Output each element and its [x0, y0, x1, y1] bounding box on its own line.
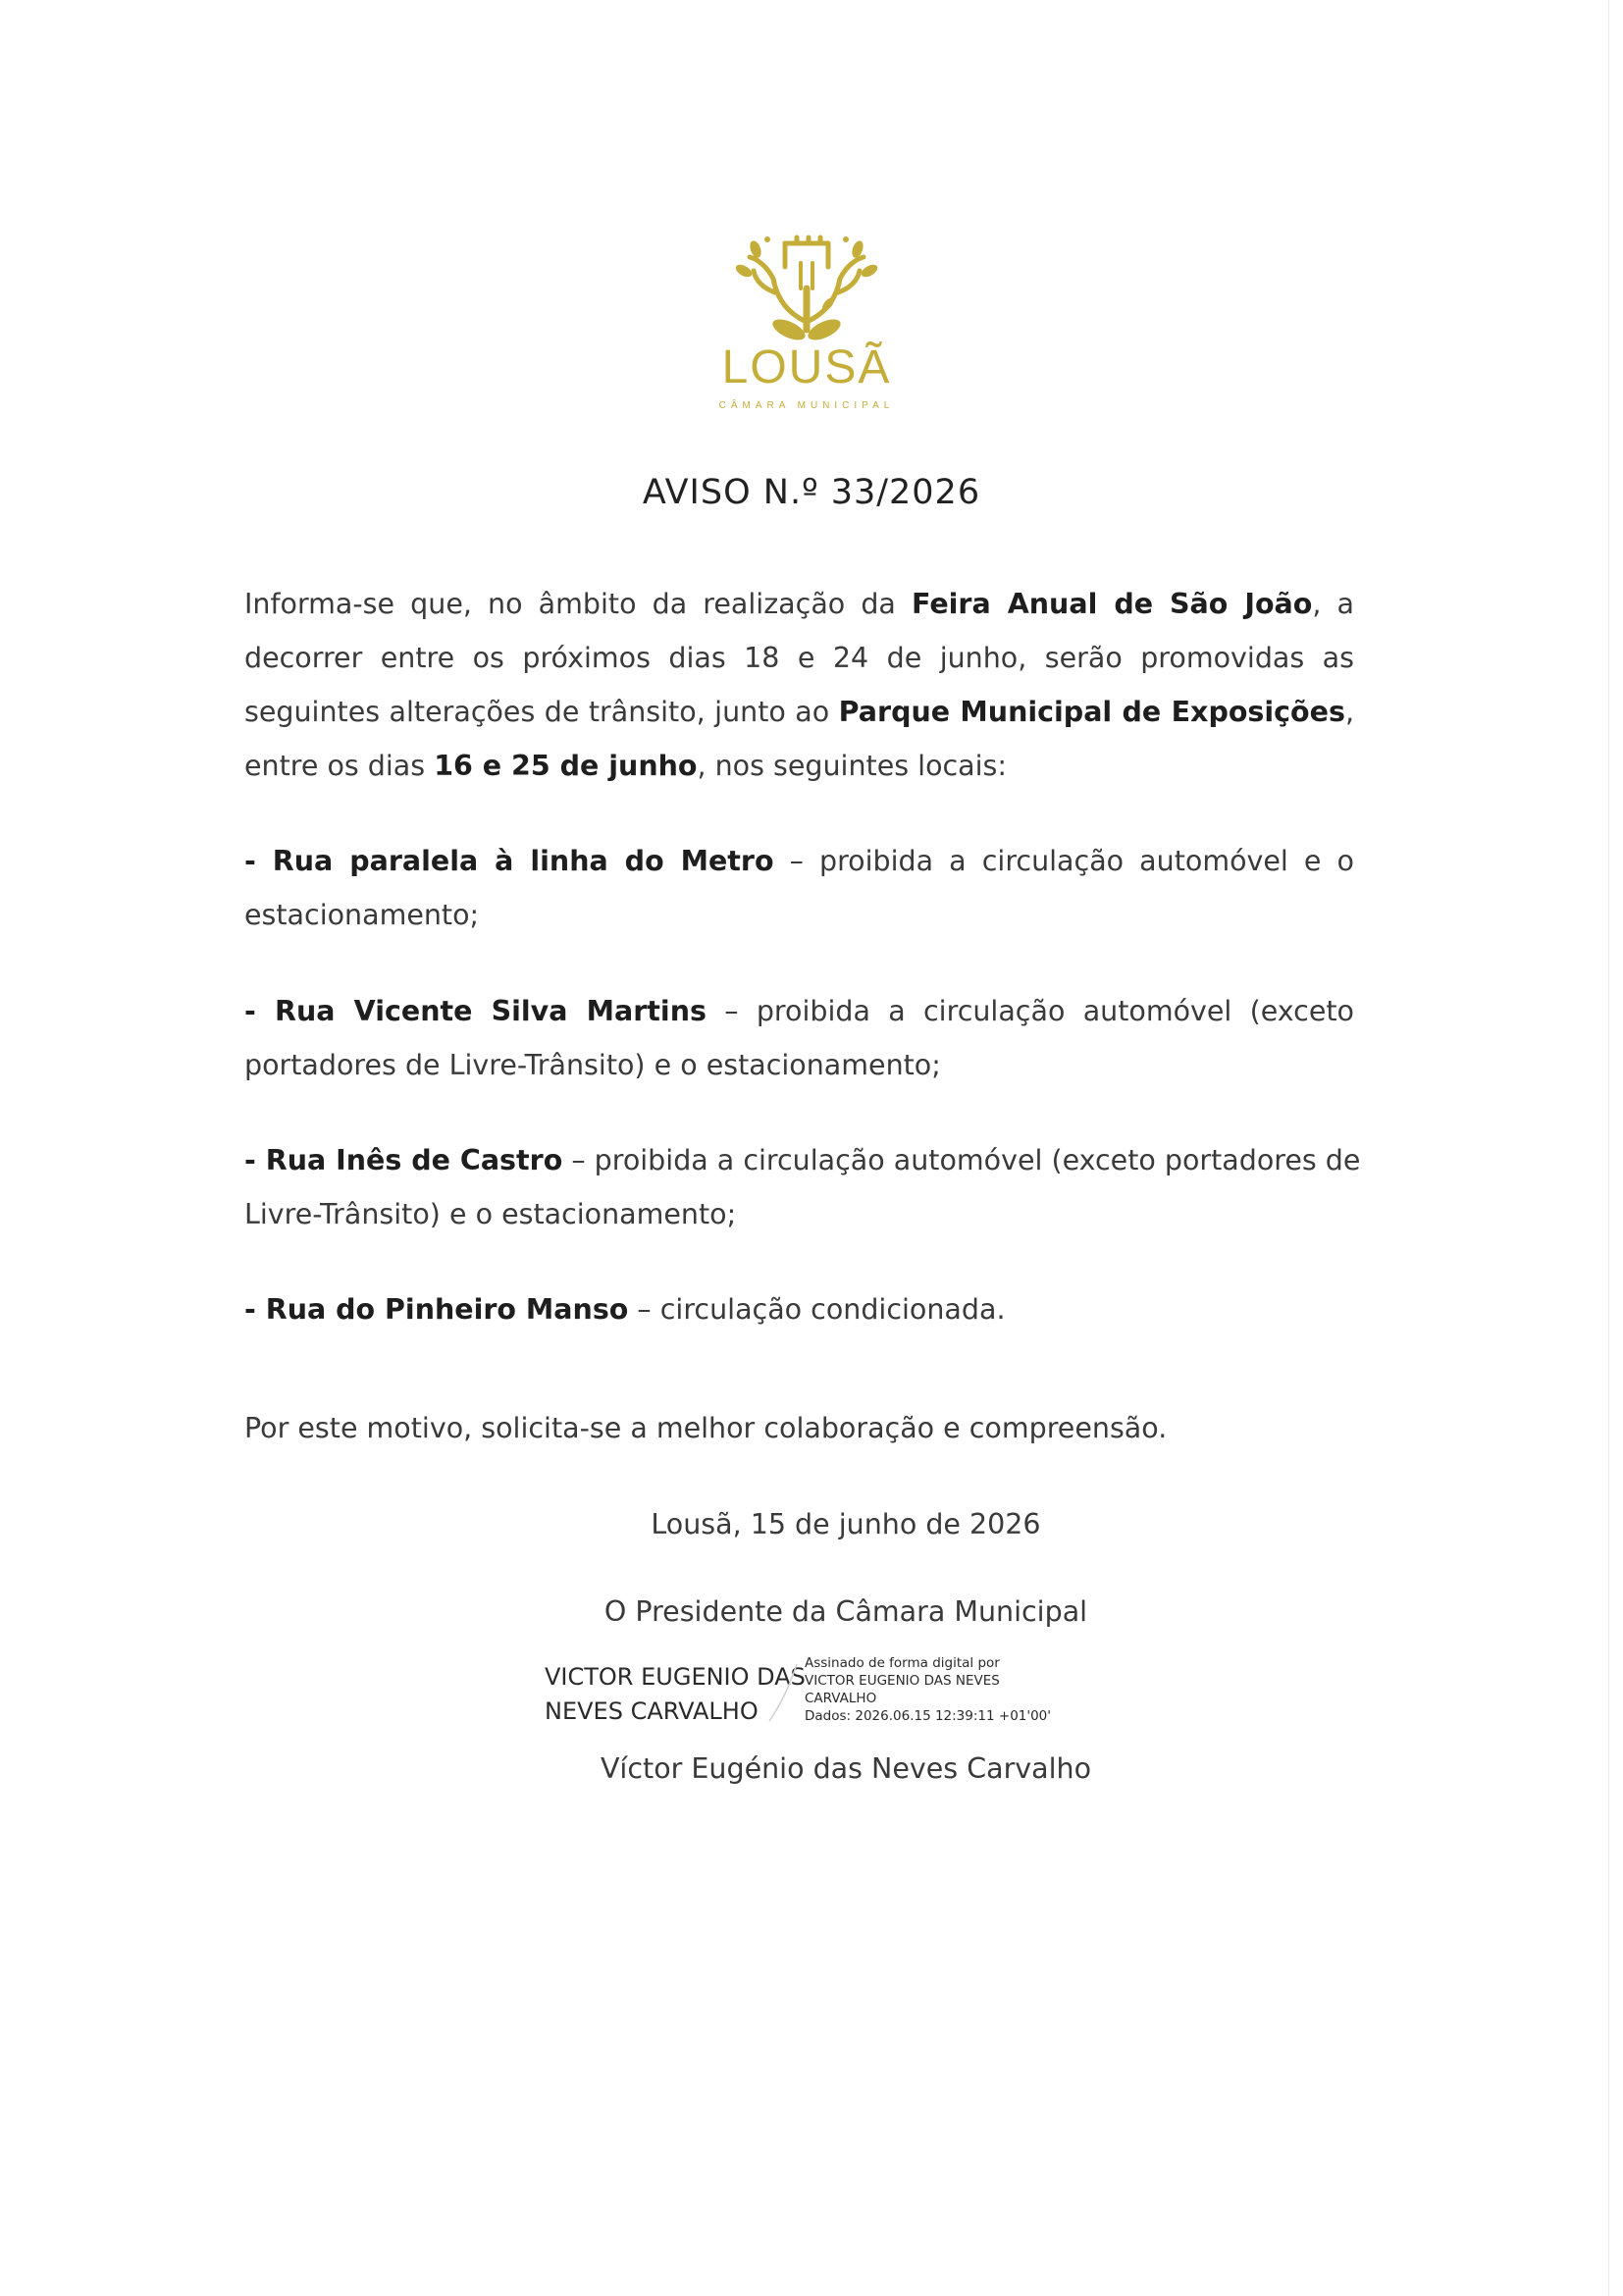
street-name: - Rua Inês de Castro	[244, 1144, 563, 1176]
date-line: Lousã, 15 de junho de 2026	[651, 1508, 1041, 1540]
logo-subtitle: CÂMARA MUNICIPAL	[718, 400, 895, 411]
street-name: - Rua do Pinheiro Manso	[244, 1293, 629, 1326]
intro-line-2: decorrer entre os próximos dias 18 e 24 de junho, serão promovidas as	[244, 642, 1354, 674]
signer-name: Víctor Eugénio das Neves Carvalho	[600, 1752, 1092, 1785]
scan-edge	[1608, 0, 1609, 2296]
intro-line-4: entre os dias 16 e 25 de junho, nos seguintes locais:	[244, 750, 1008, 782]
closing-paragraph: Por este motivo, solicita-se a melhor colaboração e compreensão.	[244, 1412, 1168, 1444]
digital-signature-name: VICTOR EUGENIO DAS NEVES CARVALHO	[545, 1663, 806, 1725]
intro-line-1: Informa-se que, no âmbito da realização da Feira Anual de São João, a	[244, 588, 1354, 620]
signature-stroke-icon	[756, 1658, 805, 1727]
street-name: - Rua paralela à linha do Metro	[244, 845, 774, 877]
list-item: - Rua do Pinheiro Manso – circulação condicionada.	[244, 1293, 1006, 1326]
intro-line-3: seguintes alterações de trânsito, junto ao Parque Municipal de Exposições,	[244, 696, 1354, 728]
notice-title: AVISO N.º 33/2026	[642, 473, 981, 512]
street-name: - Rua Vicente Silva Martins	[244, 995, 707, 1027]
venue-name: Parque Municipal de Exposições	[838, 696, 1345, 728]
intro-paragraph	[244, 577, 1354, 793]
list-item: - Rua Inês de Castro – proibida a circulação automóvel (exceto portadores de Livre-Trânsito) e o estacionamento;	[244, 1144, 1361, 1230]
list-item: - Rua Vicente Silva Martins – proibida a circulação automóvel (exceto portadores de Livre-Trânsito) e o estacionamento;	[244, 995, 1354, 1081]
restriction-dates: 16 e 25 de junho	[434, 750, 698, 782]
logo-wordmark: LOUSÃ	[721, 341, 892, 393]
digital-signature-details: Assinado de forma digital por VICTOR EUGENIO DAS NEVES CARVALHO Dados: 2026.06.15 12:39:11 +01'00'	[805, 1655, 1051, 1724]
logo-emblem-icon	[699, 228, 915, 414]
event-name: Feira Anual de São João	[912, 588, 1313, 620]
signatory-role: O Presidente da Câmara Municipal	[603, 1595, 1088, 1628]
municipality-logo	[699, 228, 915, 414]
list-item: - Rua paralela à linha do Metro – proibida a circulação automóvel e o estacionamento;	[244, 845, 1354, 931]
